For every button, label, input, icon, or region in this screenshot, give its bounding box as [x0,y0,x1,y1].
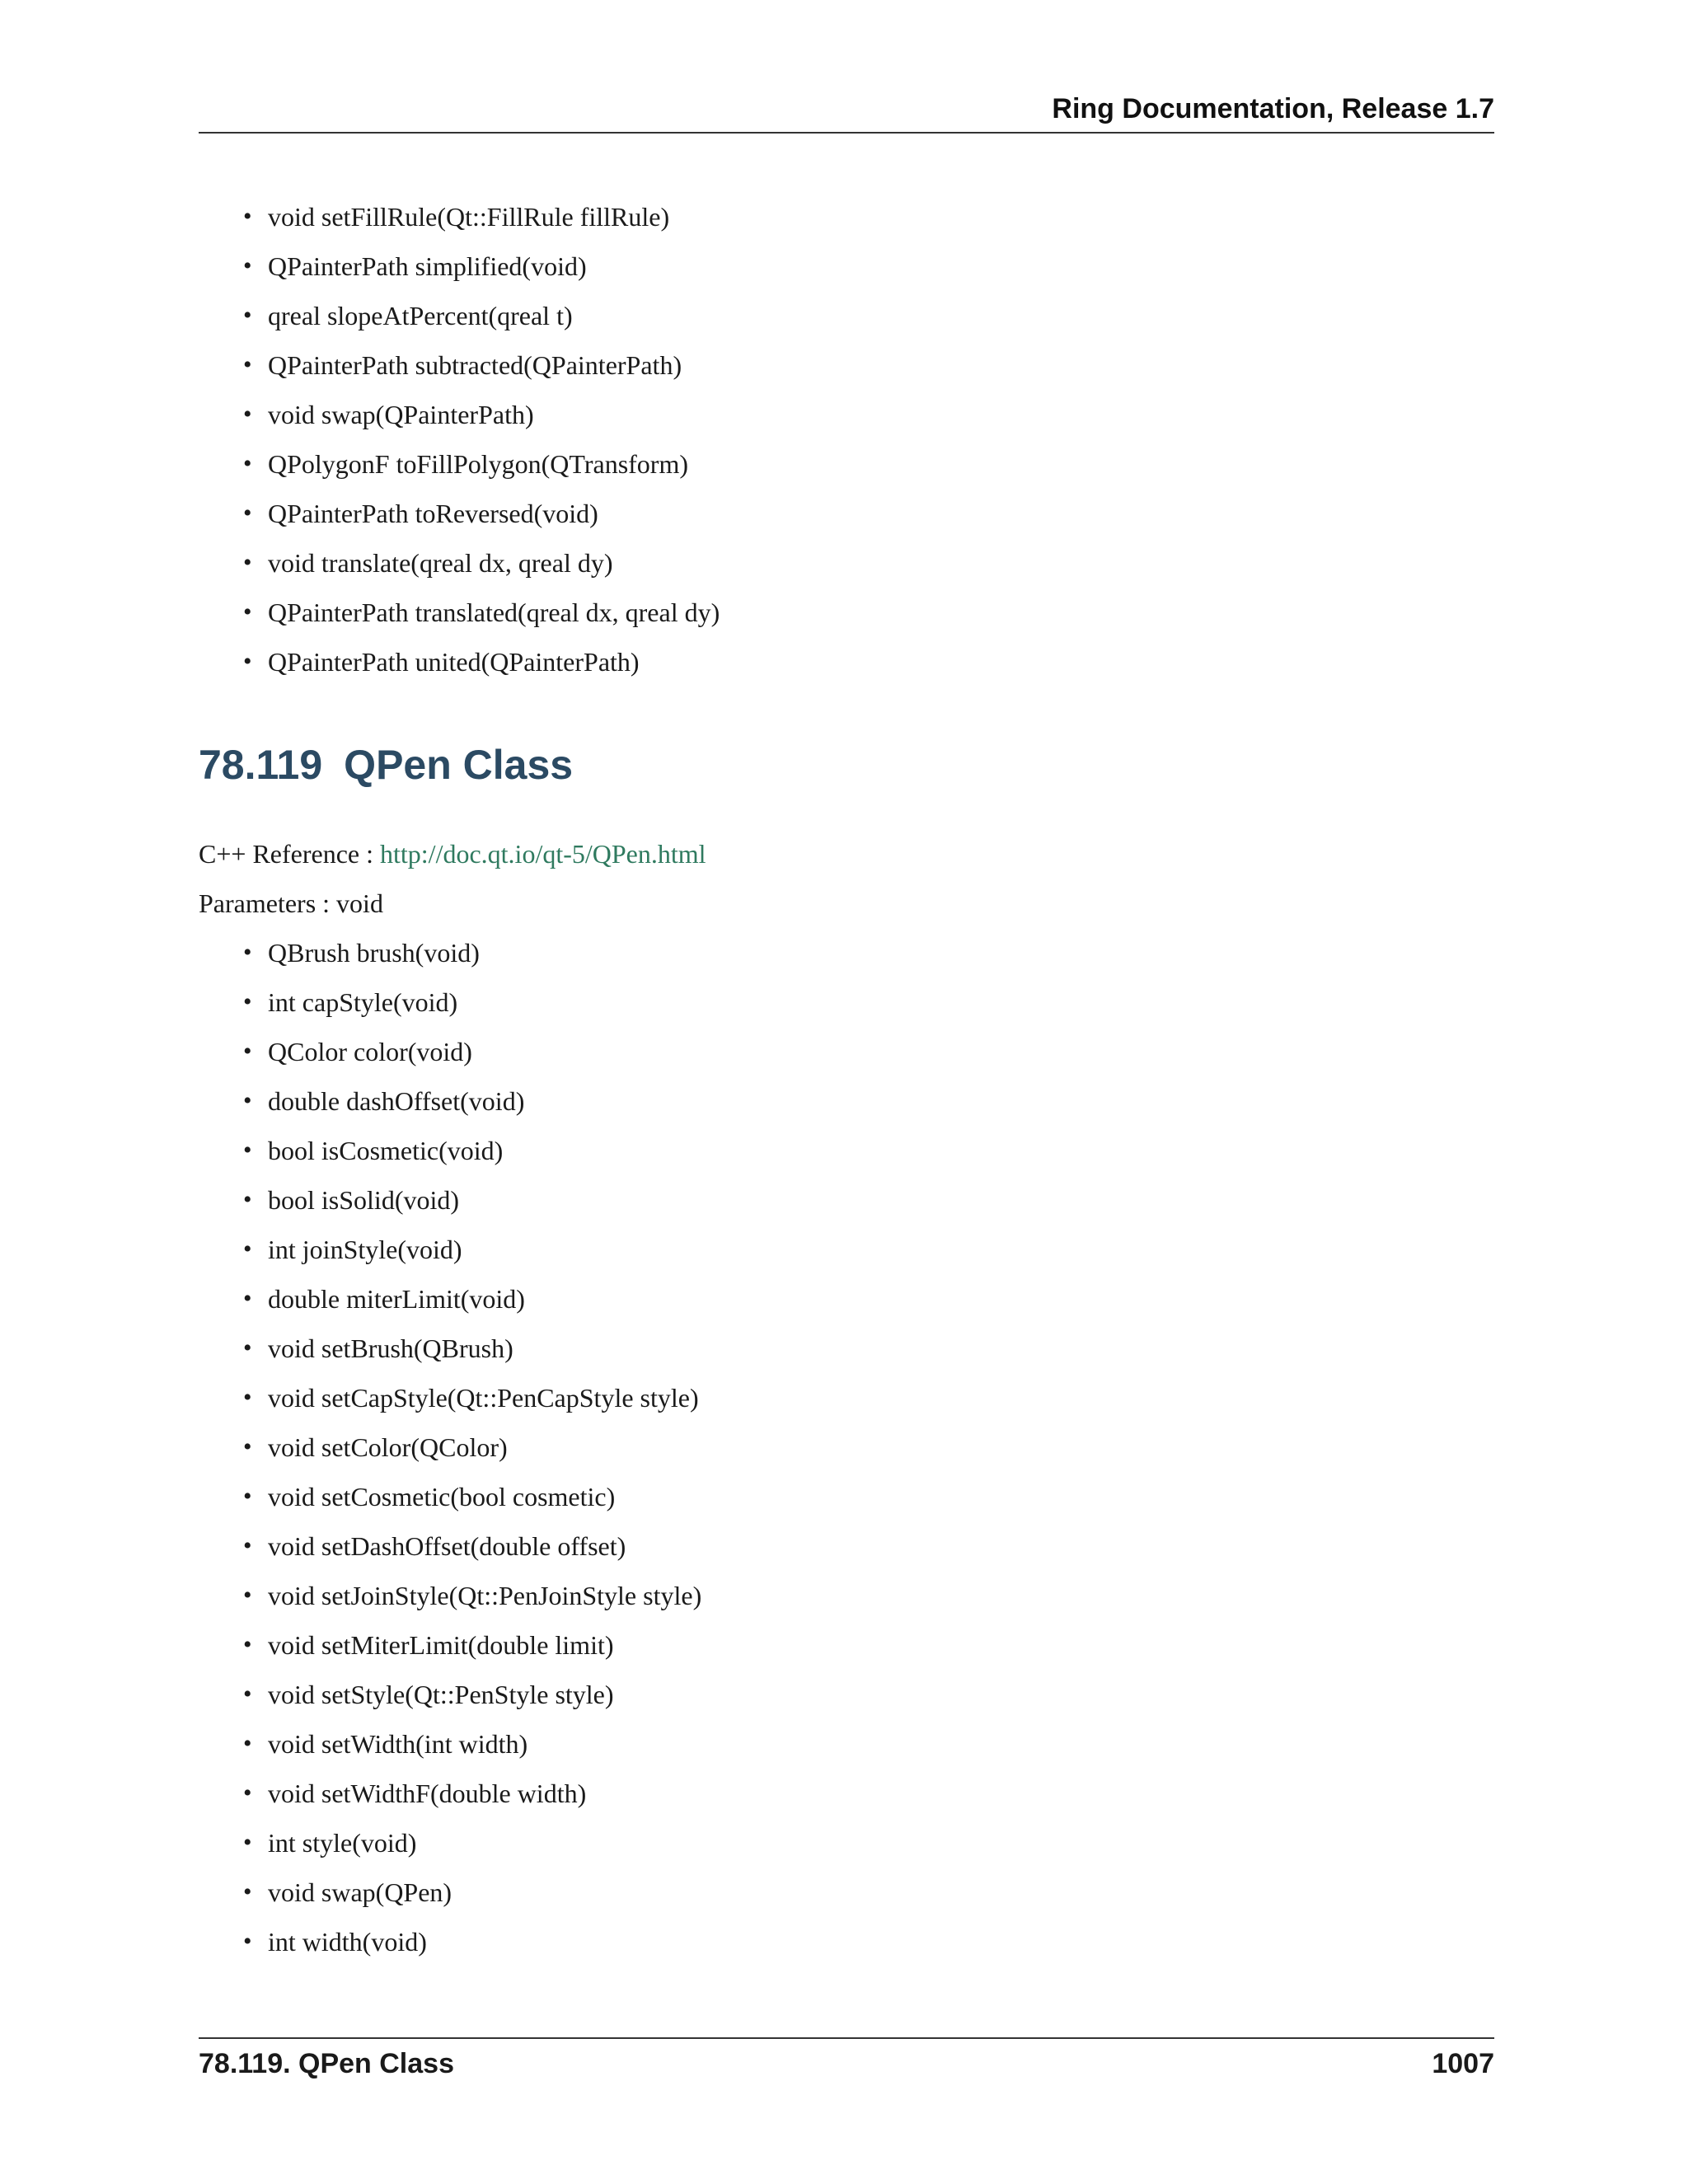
method-list-item [243,1719,701,1769]
bullet-icon: • [243,549,252,576]
bullet-icon: • [243,1483,252,1510]
method-list-item [243,1422,701,1472]
bullet-icon: • [243,598,252,626]
method-list-item [243,1620,701,1670]
method-list-item [243,1818,701,1868]
bullet-icon: • [243,1285,252,1312]
continued-method-list [243,192,720,687]
method-list-item [243,1868,701,1917]
method-list-item [243,241,720,291]
method-signature: int style(void) [268,1828,417,1858]
method-list-item [243,340,720,390]
method-signature: int joinStyle(void) [268,1235,462,1264]
method-signature: void setMiterLimit(double limit) [268,1630,614,1660]
cpp-reference-line [199,829,706,879]
method-list-item [243,1373,701,1422]
bullet-icon: • [243,1384,252,1411]
cpp-reference-link[interactable]: http://doc.qt.io/qt-5/QPen.html [380,839,706,869]
method-signature: void setDashOffset(double offset) [268,1531,626,1561]
method-list-item [243,1175,701,1225]
bullet-icon: • [243,499,252,527]
method-list-item [243,538,720,588]
method-signature: QPainterPath translated(qreal dx, qreal dy) [268,598,720,627]
method-signature: int width(void) [268,1927,427,1957]
bullet-icon: • [243,1730,252,1757]
bullet-icon: • [243,1137,252,1164]
page-footer [199,2037,1494,2088]
method-signature: void setJoinStyle(Qt::PenJoinStyle style) [268,1581,702,1610]
bullet-icon: • [243,302,252,329]
method-list-item [243,1076,701,1126]
method-signature: void setCosmetic(bool cosmetic) [268,1482,616,1511]
bullet-icon: • [243,401,252,428]
method-signature: QPainterPath toReversed(void) [268,499,598,528]
bullet-icon: • [243,939,252,966]
bullet-icon: • [243,1087,252,1114]
section-title: QPen Class [344,742,574,788]
method-list-item [243,1769,701,1818]
parameters-line [199,879,383,928]
method-list-item [243,1324,701,1373]
method-list-item [243,1571,701,1620]
bullet-icon: • [243,1582,252,1609]
method-signature: QPainterPath united(QPainterPath) [268,647,640,677]
running-title: Ring Documentation, Release 1.7 [1052,93,1494,124]
method-signature: void setStyle(Qt::PenStyle style) [268,1680,614,1709]
method-list-item [243,1521,701,1571]
method-list-item [243,588,720,637]
method-signature: QBrush brush(void) [268,938,480,968]
method-signature: void swap(QPen) [268,1877,452,1907]
bullet-icon: • [243,1532,252,1559]
bullet-icon: • [243,1334,252,1361]
parameters-label: Parameters : [199,888,331,918]
method-signature: QPolygonF toFillPolygon(QTransform) [268,449,688,479]
method-signature: int capStyle(void) [268,987,458,1017]
bullet-icon: • [243,988,252,1015]
method-list-item [243,637,720,687]
footer-section-label: 78.119. QPen Class [199,2048,454,2079]
method-list-item [243,1670,701,1719]
page-header [199,92,1494,134]
method-list-item [243,1917,701,1966]
bullet-icon: • [243,1878,252,1905]
bullet-icon: • [243,252,252,279]
bullet-icon: • [243,1779,252,1807]
cpp-reference-label: C++ Reference : [199,839,373,869]
method-list-item [243,291,720,340]
section-number: 78.119 [199,742,323,788]
method-list-item [243,1126,701,1175]
method-signature: qreal slopeAtPercent(qreal t) [268,301,573,330]
bullet-icon: • [243,1235,252,1263]
method-list-item [243,1225,701,1274]
method-signature: void setWidthF(double width) [268,1779,587,1808]
method-list-item [243,192,720,241]
method-list-item [243,928,701,977]
method-signature: bool isCosmetic(void) [268,1136,504,1165]
method-list-item [243,1027,701,1076]
parameters-value: void [336,888,383,918]
section-heading [199,738,573,791]
page-number: 1007 [1432,2048,1494,2079]
method-list-item [243,489,720,538]
method-list-item [243,1472,701,1521]
bullet-icon: • [243,351,252,378]
method-list-item [243,1274,701,1324]
bullet-icon: • [243,1186,252,1213]
method-signature: QColor color(void) [268,1037,472,1066]
method-signature: void setCapStyle(Qt::PenCapStyle style) [268,1383,699,1413]
method-signature: bool isSolid(void) [268,1185,460,1215]
method-signature: QPainterPath subtracted(QPainterPath) [268,350,682,380]
method-signature: void setBrush(QBrush) [268,1333,513,1363]
method-list-item [243,977,701,1027]
bullet-icon: • [243,450,252,477]
method-signature: void setWidth(int width) [268,1729,528,1759]
method-list-item [243,390,720,439]
method-signature: void setColor(QColor) [268,1432,508,1462]
bullet-icon: • [243,1680,252,1708]
method-signature: void setFillRule(Qt::FillRule fillRule) [268,202,670,232]
method-signature: double miterLimit(void) [268,1284,525,1314]
bullet-icon: • [243,203,252,230]
bullet-icon: • [243,648,252,675]
qpen-method-list [243,928,701,1966]
method-signature: QPainterPath simplified(void) [268,251,587,281]
method-signature: double dashOffset(void) [268,1086,525,1116]
method-signature: void swap(QPainterPath) [268,400,534,429]
bullet-icon: • [243,1928,252,1955]
bullet-icon: • [243,1038,252,1065]
method-signature: void translate(qreal dx, qreal dy) [268,548,613,578]
bullet-icon: • [243,1829,252,1856]
bullet-icon: • [243,1433,252,1460]
method-list-item [243,439,720,489]
bullet-icon: • [243,1631,252,1658]
